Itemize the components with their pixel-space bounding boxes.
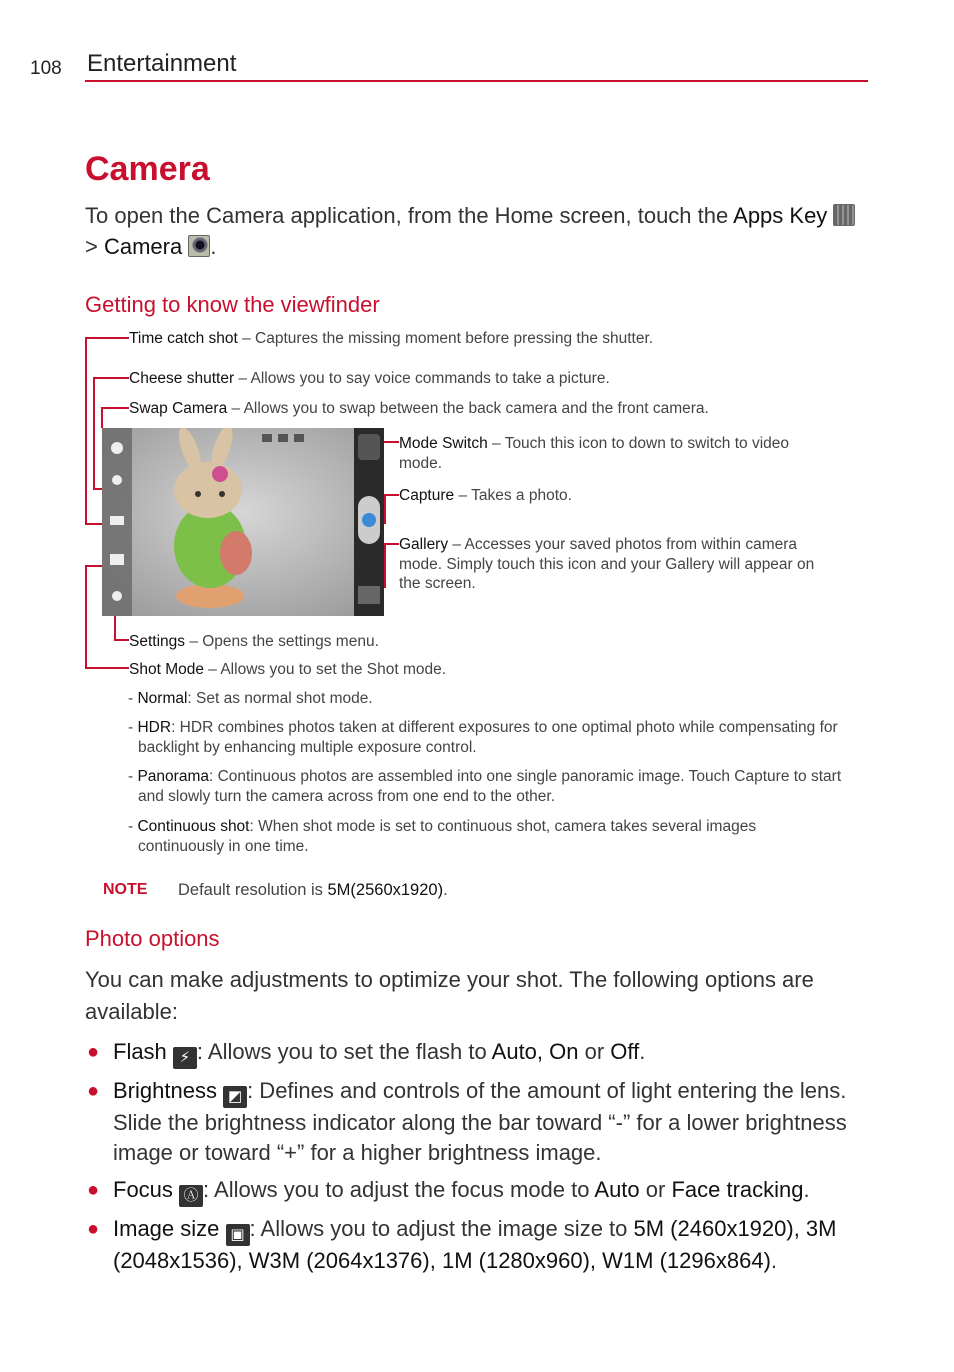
callout-name: Mode Switch xyxy=(399,435,488,452)
callout-name: Cheese shutter xyxy=(129,370,235,387)
callout-desc: – Opens the settings menu. xyxy=(185,633,379,650)
callout-mode-switch xyxy=(399,434,829,473)
leader-line xyxy=(85,337,129,339)
intro-sep: > xyxy=(85,234,104,259)
shot-mode-continuous: - Continuous shot: When shot mode is set to continuous shot, camera takes several images continuously in one time. xyxy=(128,818,757,855)
leader-line xyxy=(85,667,129,669)
viewfinder-heading: Getting to know the viewfinder xyxy=(85,292,380,317)
gallery-thumbnail xyxy=(358,586,380,604)
callout-capture xyxy=(399,486,572,506)
page-number: 108 xyxy=(30,58,62,79)
note-label: NOTE xyxy=(103,881,148,898)
bullet-dot: ● xyxy=(87,1179,100,1201)
callout-cheese-shutter xyxy=(129,369,610,389)
leader-line xyxy=(114,616,116,641)
callout-name: Time catch shot xyxy=(129,330,238,347)
mode-desc: : Set as normal shot mode. xyxy=(187,690,373,707)
intro-text: To open the Camera application, from the Home screen, touch the xyxy=(85,203,734,228)
mode-name: HDR xyxy=(137,719,172,736)
callout-name: Gallery xyxy=(399,536,449,553)
option-text: or xyxy=(639,1177,672,1202)
option-text: : Allows you to adjust the image size to xyxy=(249,1216,634,1241)
leader-line xyxy=(101,407,103,428)
leader-line xyxy=(101,407,129,409)
option-value: Off xyxy=(610,1039,640,1064)
viewfinder-image xyxy=(102,428,384,616)
image-size-icon: ▣ xyxy=(226,1224,250,1246)
callout-desc: – Takes a photo. xyxy=(454,487,572,504)
mode-name: Continuous shot xyxy=(137,818,250,835)
option-flash xyxy=(87,1037,863,1069)
mode-name: Panorama xyxy=(137,768,209,785)
mode-desc: : HDR combines photos taken at different exposures to one optimal photo while compensating for backlight by enhancing multiple exposure control. xyxy=(138,719,838,756)
camera-icon xyxy=(188,235,210,257)
apps-grid-icon xyxy=(833,204,855,226)
shot-mode-panorama: - Panorama: Continuous photos are assembled into one single panoramic image. Touch Capture to start and slowly turn the camera across from one end to the other. xyxy=(128,768,842,805)
leader-line xyxy=(85,523,103,525)
callout-desc: – Allows you to set the Shot mode. xyxy=(203,661,447,678)
callout-swap-camera xyxy=(129,399,709,419)
option-name: Brightness xyxy=(113,1078,217,1103)
leader-line xyxy=(384,543,399,545)
apps-key-label: Apps Key xyxy=(733,203,828,228)
header-rule xyxy=(85,80,868,82)
callout-time-catch xyxy=(129,329,653,349)
callout-desc: – Accesses your saved photos from within camera mode. Simply touch this icon and your Gallery will appear on the screen. xyxy=(399,536,815,592)
mode-switch-icon xyxy=(358,434,380,460)
note-text xyxy=(178,881,448,901)
callout-gallery xyxy=(399,535,827,594)
option-image-size xyxy=(87,1214,873,1276)
option-name: Focus xyxy=(113,1177,173,1202)
leader-line xyxy=(93,377,95,490)
callout-desc: – Captures the missing moment before pressing the shutter. xyxy=(237,330,654,347)
option-name: Flash xyxy=(113,1039,167,1064)
option-text: . xyxy=(770,1248,778,1273)
brightness-icon: ◩ xyxy=(223,1086,247,1108)
callout-name: Swap Camera xyxy=(129,400,228,417)
focus-icon: Ⓐ xyxy=(179,1185,203,1207)
option-text: : Defines and controls of the amount of light entering the lens. Slide the brightness indicator along the bar toward “-” for a lower brightness image or toward “+” for a higher brightness image. xyxy=(113,1078,847,1165)
mode-desc: : Continuous photos are assembled into one single panoramic image. Touch Capture to start and slowly turn the camera across from one end to the other. xyxy=(138,768,842,805)
callout-desc: – Allows you to say voice commands to take a picture. xyxy=(234,370,610,387)
cheese-shutter-icon xyxy=(112,475,122,485)
leader-line xyxy=(93,377,129,379)
option-text: : Allows you to set the flash to xyxy=(196,1039,492,1064)
swap-camera-icon xyxy=(110,516,124,525)
mode-name: Normal xyxy=(137,690,188,707)
callout-desc: – Allows you to swap between the back camera and the front camera. xyxy=(227,400,709,417)
callout-name: Shot Mode xyxy=(129,661,204,678)
shot-mode-normal: - Normal: Set as normal shot mode. xyxy=(128,690,373,707)
note-value: 5M(2560x1920) xyxy=(327,881,444,899)
viewfinder-screenshot xyxy=(102,428,384,616)
leader-line xyxy=(85,337,87,525)
shot-mode-icon xyxy=(110,554,124,565)
callout-settings xyxy=(129,632,379,652)
photo-options-heading: Photo options xyxy=(85,926,220,951)
note-end: . xyxy=(443,881,448,899)
note-body: Default resolution is xyxy=(178,881,328,899)
leader-line xyxy=(114,639,129,641)
note-block xyxy=(103,881,147,899)
option-focus xyxy=(87,1175,863,1207)
callout-desc: – Touch this icon to down to switch to video mode. xyxy=(399,435,790,472)
intro-end: . xyxy=(210,234,217,259)
leader-line xyxy=(384,494,399,496)
bullet-dot: ● xyxy=(87,1218,100,1240)
leader-line xyxy=(85,565,87,669)
shot-mode-hdr: - HDR: HDR combines photos taken at different exposures to one optimal photo while compensating for backlight by enhancing multiple exposure control. xyxy=(128,719,838,756)
mode-desc: : When shot mode is set to continuous shot, camera takes several images continuously in one time. xyxy=(138,818,757,855)
option-value: 5M (2460x1920), 3M (2048x1536), W3M (2064x1376), 1M (1280x960), W1M (1296x864) xyxy=(113,1216,837,1273)
intro-paragraph xyxy=(85,200,865,262)
option-text: : Allows you to adjust the focus mode to xyxy=(203,1177,595,1202)
camera-label: Camera xyxy=(103,234,183,259)
flash-icon: ⚡ xyxy=(173,1047,197,1069)
option-brightness xyxy=(87,1076,863,1168)
option-text: or xyxy=(578,1039,611,1064)
leader-line xyxy=(384,543,386,588)
time-catch-icon xyxy=(111,442,123,454)
option-text: . xyxy=(803,1177,810,1202)
bullet-dot: ● xyxy=(87,1080,100,1102)
section-title: Entertainment xyxy=(87,50,237,77)
leader-line xyxy=(384,494,386,524)
photo-options-intro: You can make adjustments to optimize your shot. The following options are available: xyxy=(85,967,814,1024)
option-value: Face tracking xyxy=(671,1177,804,1202)
option-name: Image size xyxy=(113,1216,220,1241)
option-text: . xyxy=(639,1039,646,1064)
gear-icon xyxy=(112,591,122,601)
callout-name: Settings xyxy=(129,633,186,650)
bullet-dot: ● xyxy=(87,1041,100,1063)
option-value: Auto xyxy=(594,1177,640,1202)
callout-shot-mode xyxy=(129,660,446,680)
callout-name: Capture xyxy=(399,487,455,504)
leader-line xyxy=(85,565,103,567)
option-value: Auto, On xyxy=(491,1039,579,1064)
page-title: Camera xyxy=(85,150,210,188)
